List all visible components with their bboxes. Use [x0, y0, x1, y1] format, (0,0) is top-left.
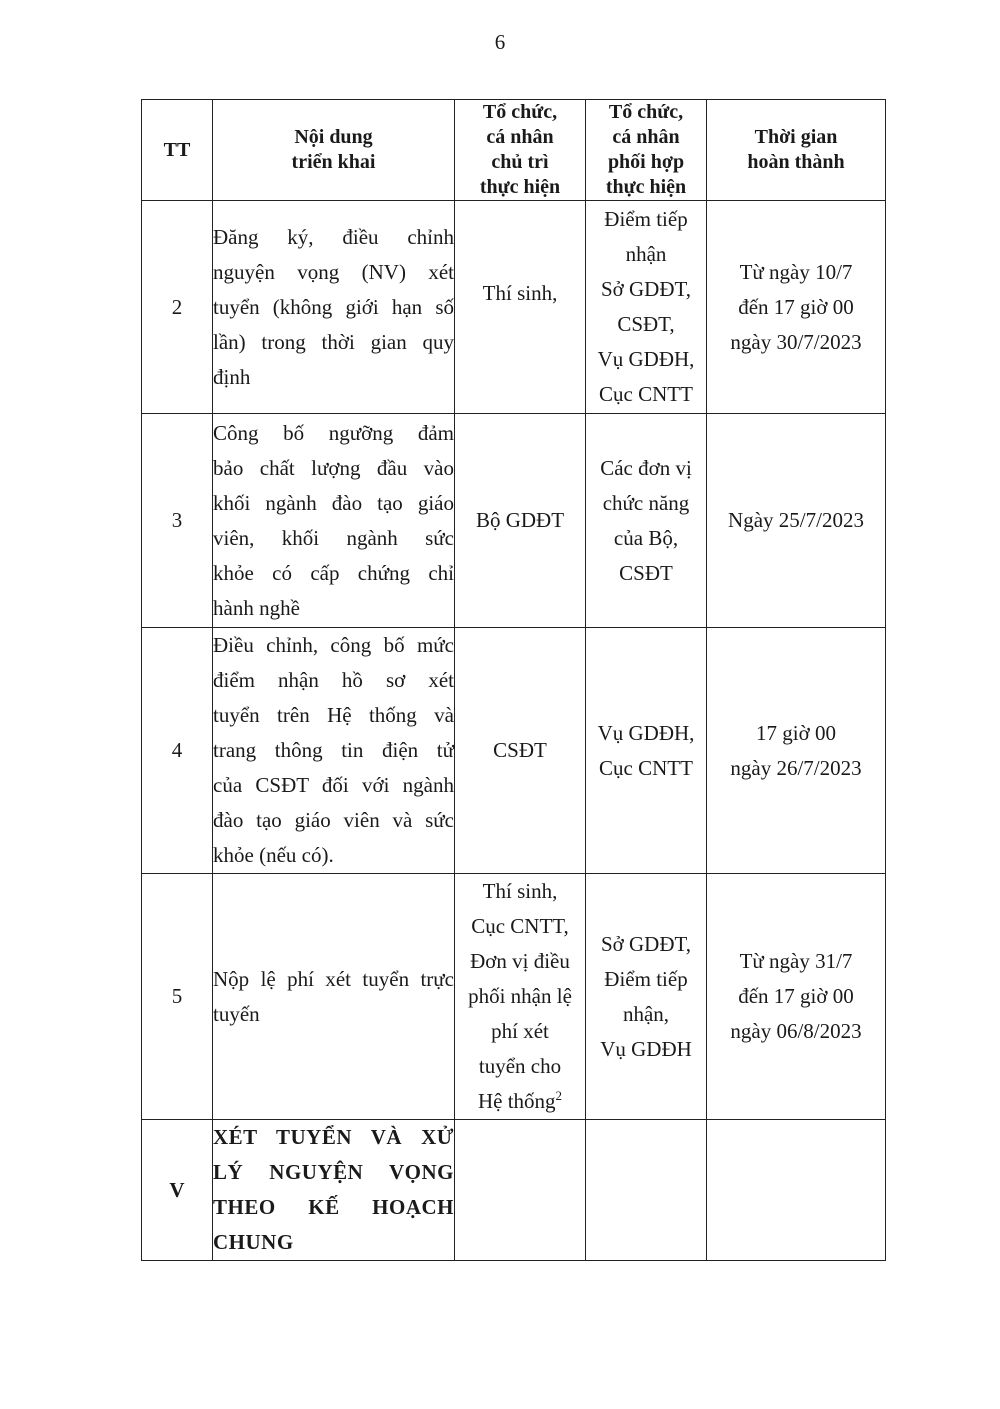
row-content: Điều chỉnh, công bố mức điểm nhận hồ sơ xét tuyển trên Hệ thống và trang thông tin điện tử của CSĐT đối với ngành đào tạo giáo viên và sức khỏe (nếu có).: [213, 628, 455, 874]
row-lead: Thí sinh, Cục CNTT, Đơn vị điều phối nhận lệ phí xét tuyển cho Hệ thống$^2$: [455, 874, 586, 1120]
table-row: [142, 874, 886, 1120]
section-lead-empty: [455, 1120, 586, 1261]
header-time: Thời gian hoàn thành: [707, 100, 886, 201]
row-coord: Sở GDĐT, Điểm tiếp nhận, Vụ GDĐH: [586, 874, 707, 1120]
row-coord: Vụ GDĐH, Cục CNTT: [586, 628, 707, 874]
header-content: Nội dung triển khai: [213, 100, 455, 201]
footnote-marker: 2: [555, 1088, 563, 1103]
section-time-empty: [707, 1120, 886, 1261]
table-row: [142, 414, 886, 628]
row-time: 17 giờ 00 ngày 26/7/2023: [707, 628, 886, 874]
header-lead: Tổ chức, cá nhân chủ trì thực hiện: [455, 100, 586, 201]
row-content: Công bố ngưỡng đảm bảo chất lượng đầu vào khối ngành đào tạo giáo viên, khối ngành sức khỏe có cấp chứng chỉ hành nghề: [213, 414, 455, 628]
row-number: 2: [142, 201, 213, 414]
row-time: Từ ngày 10/7 đến 17 giờ 00 ngày 30/7/2023: [707, 201, 886, 414]
table-row: [142, 201, 886, 414]
row-number: 4: [142, 628, 213, 874]
row-lead: Thí sinh,: [455, 201, 586, 414]
row-number: 5: [142, 874, 213, 1120]
page-number: 6: [494, 30, 506, 54]
plan-table: [141, 99, 886, 1261]
row-time: Ngày 25/7/2023: [707, 414, 886, 628]
header-tt: TT: [142, 100, 213, 201]
section-coord-empty: [586, 1120, 707, 1261]
row-lead: Bộ GDĐT: [455, 414, 586, 628]
row-time: Từ ngày 31/7 đến 17 giờ 00 ngày 06/8/2023: [707, 874, 886, 1120]
header-row: [142, 100, 886, 201]
section-title: XÉT TUYỂN VÀ XỬ LÝ NGUYỆN VỌNG THEO KẾ HOẠCH CHUNG: [213, 1120, 455, 1261]
row-coord: Các đơn vị chức năng của Bộ, CSĐT: [586, 414, 707, 628]
row-lead: CSĐT: [455, 628, 586, 874]
row-content: Đăng ký, điều chỉnh nguyện vọng (NV) xét tuyển (không giới hạn số lần) trong thời gian quy định: [213, 201, 455, 414]
section-row: [142, 1120, 886, 1261]
row-coord: Điểm tiếp nhận Sở GDĐT, CSĐT, Vụ GDĐH, Cục CNTT: [586, 201, 707, 414]
header-coord: Tổ chức, cá nhân phối hợp thực hiện: [586, 100, 707, 201]
row-number: 3: [142, 414, 213, 628]
row-content: Nộp lệ phí xét tuyển trực tuyến: [213, 874, 455, 1120]
table-row: [142, 628, 886, 874]
section-number: V: [142, 1120, 213, 1261]
